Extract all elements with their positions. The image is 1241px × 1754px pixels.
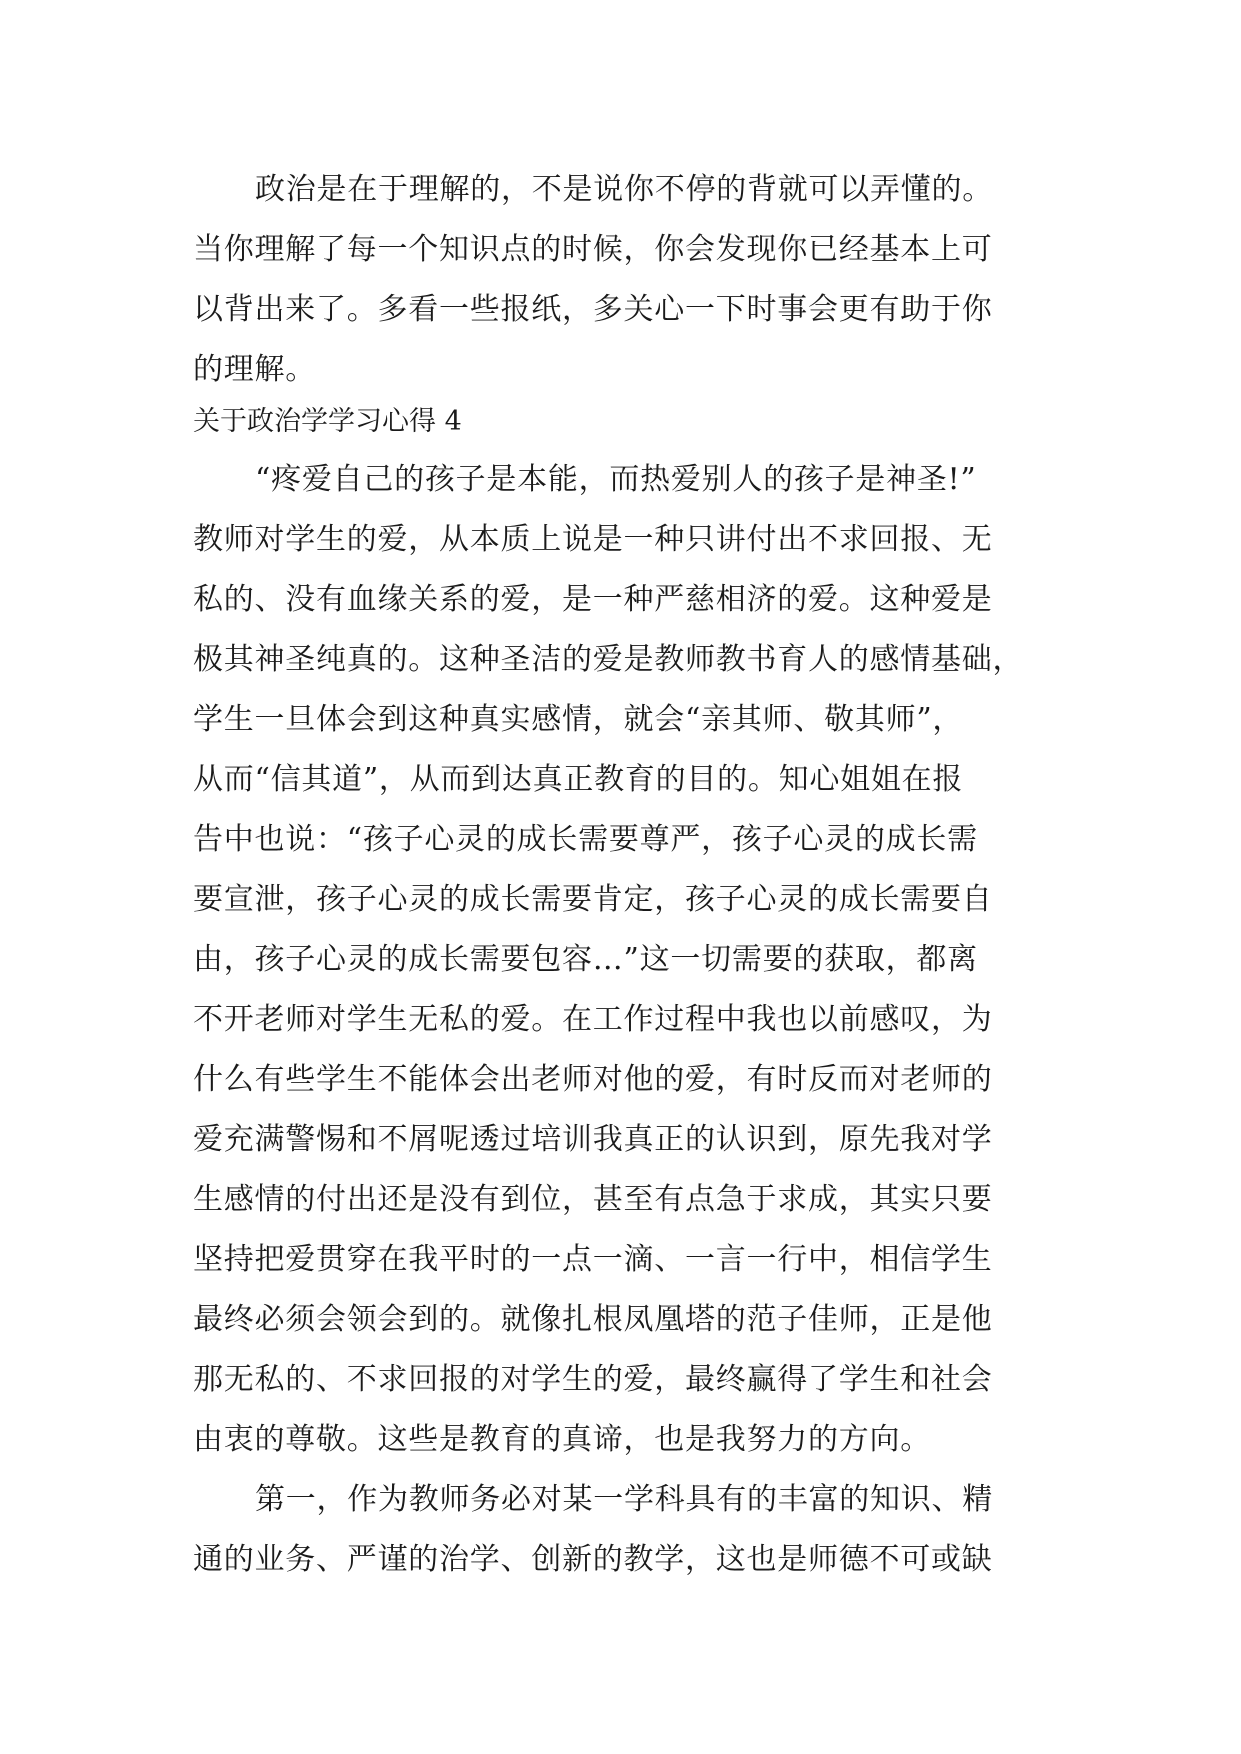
paragraph-2-line: 由衷的尊敬。这些是教育的真谛，也是我努力的方向。 <box>193 1422 931 1457</box>
paragraph-2-line: 最终必须会领会到的。就像扎根凤凰塔的范子佳师，正是他 <box>193 1302 993 1337</box>
paragraph-2-line: 从而“信其道”，从而到达真正教育的目的。知心姐姐在报 <box>193 762 964 797</box>
paragraph-2-line: 什么有些学生不能体会出老师对他的爱，有时反而对老师的 <box>193 1062 993 1097</box>
paragraph-3-line: 第一，作为教师务必对某一学科具有的丰富的知识、精 <box>255 1482 993 1517</box>
paragraph-1-line: 当你理解了每一个知识点的时候，你会发现你已经基本上可 <box>193 232 993 267</box>
paragraph-2-line: “疼爱自己的孩子是本能，而热爱别人的孩子是神圣!” <box>255 462 977 497</box>
paragraph-1-line: 政治是在于理解的，不是说你不停的背就可以弄懂的。 <box>255 172 993 207</box>
paragraph-2-line: 学生一旦体会到这种真实感情，就会“亲其师、敬其师”， <box>193 702 964 737</box>
paragraph-2-line: 不开老师对学生无私的爱。在工作过程中我也以前感叹，为 <box>193 1002 993 1037</box>
paragraph-2-line: 教师对学生的爱，从本质上说是一种只讲付出不求回报、无 <box>193 522 993 557</box>
paragraph-2-line: 极其神圣纯真的。这种圣洁的爱是教师教书育人的感情基础， <box>193 642 1024 677</box>
paragraph-2-line: 生感情的付出还是没有到位，甚至有点急于求成，其实只要 <box>193 1182 993 1217</box>
section-heading: 关于政治学学习心得 4 <box>193 406 462 437</box>
paragraph-2-line: 私的、没有血缘关系的爱，是一种严慈相济的爱。这种爱是 <box>193 582 993 617</box>
paragraph-1-line: 以背出来了。多看一些报纸，多关心一下时事会更有助于你 <box>193 292 993 327</box>
paragraph-1-line: 的理解。 <box>193 352 316 387</box>
paragraph-2-line: 由，孩子心灵的成长需要包容…”这一切需要的获取，都离 <box>193 942 978 977</box>
paragraph-2-line: 那无私的、不求回报的对学生的爱，最终赢得了学生和社会 <box>193 1362 993 1397</box>
paragraph-2-line: 告中也说：“孩子心灵的成长需要尊严，孩子心灵的成长需 <box>193 822 978 857</box>
paragraph-2-line: 爱充满警惕和不屑呢透过培训我真正的认识到，原先我对学 <box>193 1122 993 1157</box>
paragraph-2-line: 要宣泄，孩子心灵的成长需要肯定，孩子心灵的成长需要自 <box>193 882 993 917</box>
paragraph-3-line: 通的业务、严谨的治学、创新的教学，这也是师德不可或缺 <box>193 1542 993 1577</box>
paragraph-2-line: 坚持把爱贯穿在我平时的一点一滴、一言一行中，相信学生 <box>193 1242 993 1277</box>
